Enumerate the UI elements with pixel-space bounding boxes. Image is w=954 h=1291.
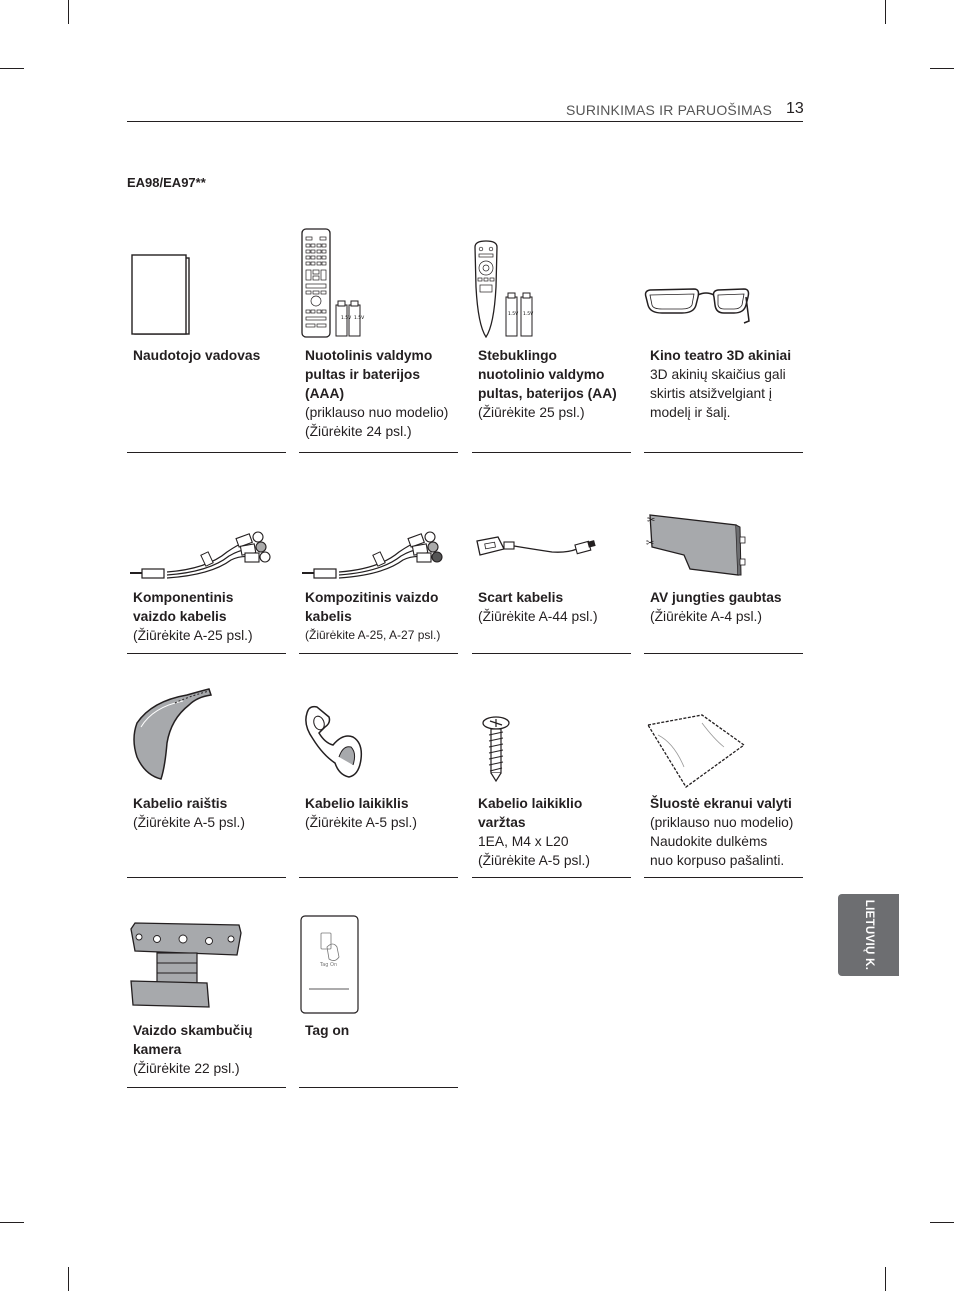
item-note: (priklauso nuo modelio) <box>650 815 794 830</box>
item-note: (Žiūrėkite 25 psl.) <box>478 405 585 420</box>
item-note: (Žiūrėkite 22 psl.) <box>133 1061 240 1076</box>
item-note: (Žiūrėkite A-5 psl.) <box>305 815 417 830</box>
crop-mark <box>930 1222 954 1223</box>
screw-icon <box>472 683 631 798</box>
item-composite-cable <box>299 505 458 654</box>
item-title-line: Nuotolinis valdymo <box>305 348 433 363</box>
item-remote-control <box>299 225 458 453</box>
item-title-line: Kabelio laikiklio <box>478 796 583 811</box>
cable-tie-icon <box>127 683 286 798</box>
header-rule <box>127 121 803 122</box>
cable-holder-icon <box>299 683 458 798</box>
item-note: (Žiūrėkite A-4 psl.) <box>650 609 762 624</box>
3d-glasses-icon <box>644 225 803 340</box>
item-user-manual <box>127 225 286 453</box>
item-note: (Žiūrėkite A-25 psl.) <box>133 628 253 643</box>
item-video-call-camera <box>127 911 286 1088</box>
item-note: (Žiūrėkite 24 psl.) <box>305 424 412 439</box>
item-note: (Žiūrėkite A-5 psl.) <box>478 853 590 868</box>
crop-mark <box>0 1222 24 1223</box>
item-note: modelį ir šalį. <box>650 405 731 420</box>
svg-text:✂: ✂ <box>646 538 655 549</box>
item-tag-on <box>299 911 458 1088</box>
component-cable-icon <box>127 505 286 585</box>
item-title-line: Scart kabelis <box>478 590 564 605</box>
item-cable-holder <box>299 683 458 878</box>
item-title-line: Kino teatro 3D akiniai <box>650 348 792 363</box>
battery-label: 1.5V <box>341 316 352 321</box>
item-cleaning-cloth <box>644 683 803 878</box>
item-note: (Žiūrėkite A-25, A-27 psl.) <box>305 628 441 642</box>
item-title-line: Stebuklingo <box>478 348 557 363</box>
item-title-line: kabelis <box>305 609 352 624</box>
page-number: 13 <box>786 100 804 117</box>
item-note: Naudokite dulkėms <box>650 834 768 849</box>
crop-mark <box>885 1267 886 1291</box>
item-title-line: vaizdo kabelis <box>133 609 227 624</box>
remote-control-icon <box>299 225 458 340</box>
tag-on-icon <box>299 911 458 1026</box>
section-title: SURINKIMAS IR PARUOŠIMAS <box>565 102 772 118</box>
cleaning-cloth-icon <box>644 683 803 798</box>
item-title-line: pultas, baterijos (AA) <box>478 386 617 401</box>
item-title-line: nuotolinio valdymo <box>478 367 605 382</box>
item-title-line: Kabelio laikiklis <box>305 796 409 811</box>
item-magic-remote <box>472 225 631 453</box>
item-note: (priklauso nuo modelio) <box>305 405 449 420</box>
crop-mark <box>0 68 24 69</box>
item-title-line: pultas ir baterijos <box>305 367 421 382</box>
battery-label: 1.5V <box>523 312 534 317</box>
item-note: (Žiūrėkite A-44 psl.) <box>478 609 598 624</box>
svg-text:✂: ✂ <box>647 515 656 526</box>
camera-icon <box>127 911 286 1026</box>
battery-label: 1.5V <box>354 316 365 321</box>
manual-icon <box>127 225 286 340</box>
item-cable-tie <box>127 683 286 878</box>
item-3d-glasses <box>644 225 803 453</box>
crop-mark <box>930 68 954 69</box>
item-title-line: Vaizdo skambučių <box>133 1023 253 1038</box>
scart-cable-icon <box>472 505 631 585</box>
crop-mark <box>885 0 886 24</box>
tag-on-label: Tag On <box>320 962 338 968</box>
item-title: Naudotojo vadovas <box>133 348 261 363</box>
item-note: nuo korpuso pašalinti. <box>650 853 785 868</box>
model-heading: EA98/EA97** <box>127 175 206 190</box>
language-tab-label: LIETUVIŲ K. <box>863 899 875 971</box>
item-title-line: Tag on <box>305 1023 350 1038</box>
item-title-line: (AAA) <box>305 386 345 401</box>
item-title-line: varžtas <box>478 815 526 830</box>
item-note: skirtis atsižvelgiant į <box>650 386 772 401</box>
item-title-line: AV jungties gaubtas <box>650 590 782 605</box>
composite-cable-icon <box>299 505 458 585</box>
item-title-line: Šluostė ekranui valyti <box>650 796 792 811</box>
item-cable-holder-screw <box>472 683 631 878</box>
magic-remote-icon <box>472 225 631 340</box>
item-note: 3D akinių skaičius gali <box>650 367 786 382</box>
crop-mark <box>68 1267 69 1291</box>
battery-label: 1.5V <box>508 312 519 317</box>
item-title-line: Kompozitinis vaizdo <box>305 590 439 605</box>
item-title-line: Kabelio raištis <box>133 796 228 811</box>
item-title-line: Komponentinis <box>133 590 234 605</box>
item-title-line: kamera <box>133 1042 182 1057</box>
av-cover-icon <box>644 505 803 585</box>
item-note: 1EA, M4 x L20 <box>478 834 569 849</box>
item-note: (Žiūrėkite A-5 psl.) <box>133 815 245 830</box>
item-scart-cable <box>472 505 631 654</box>
item-component-cable <box>127 505 286 654</box>
item-av-jack-cover <box>644 505 803 654</box>
crop-mark <box>68 0 69 24</box>
